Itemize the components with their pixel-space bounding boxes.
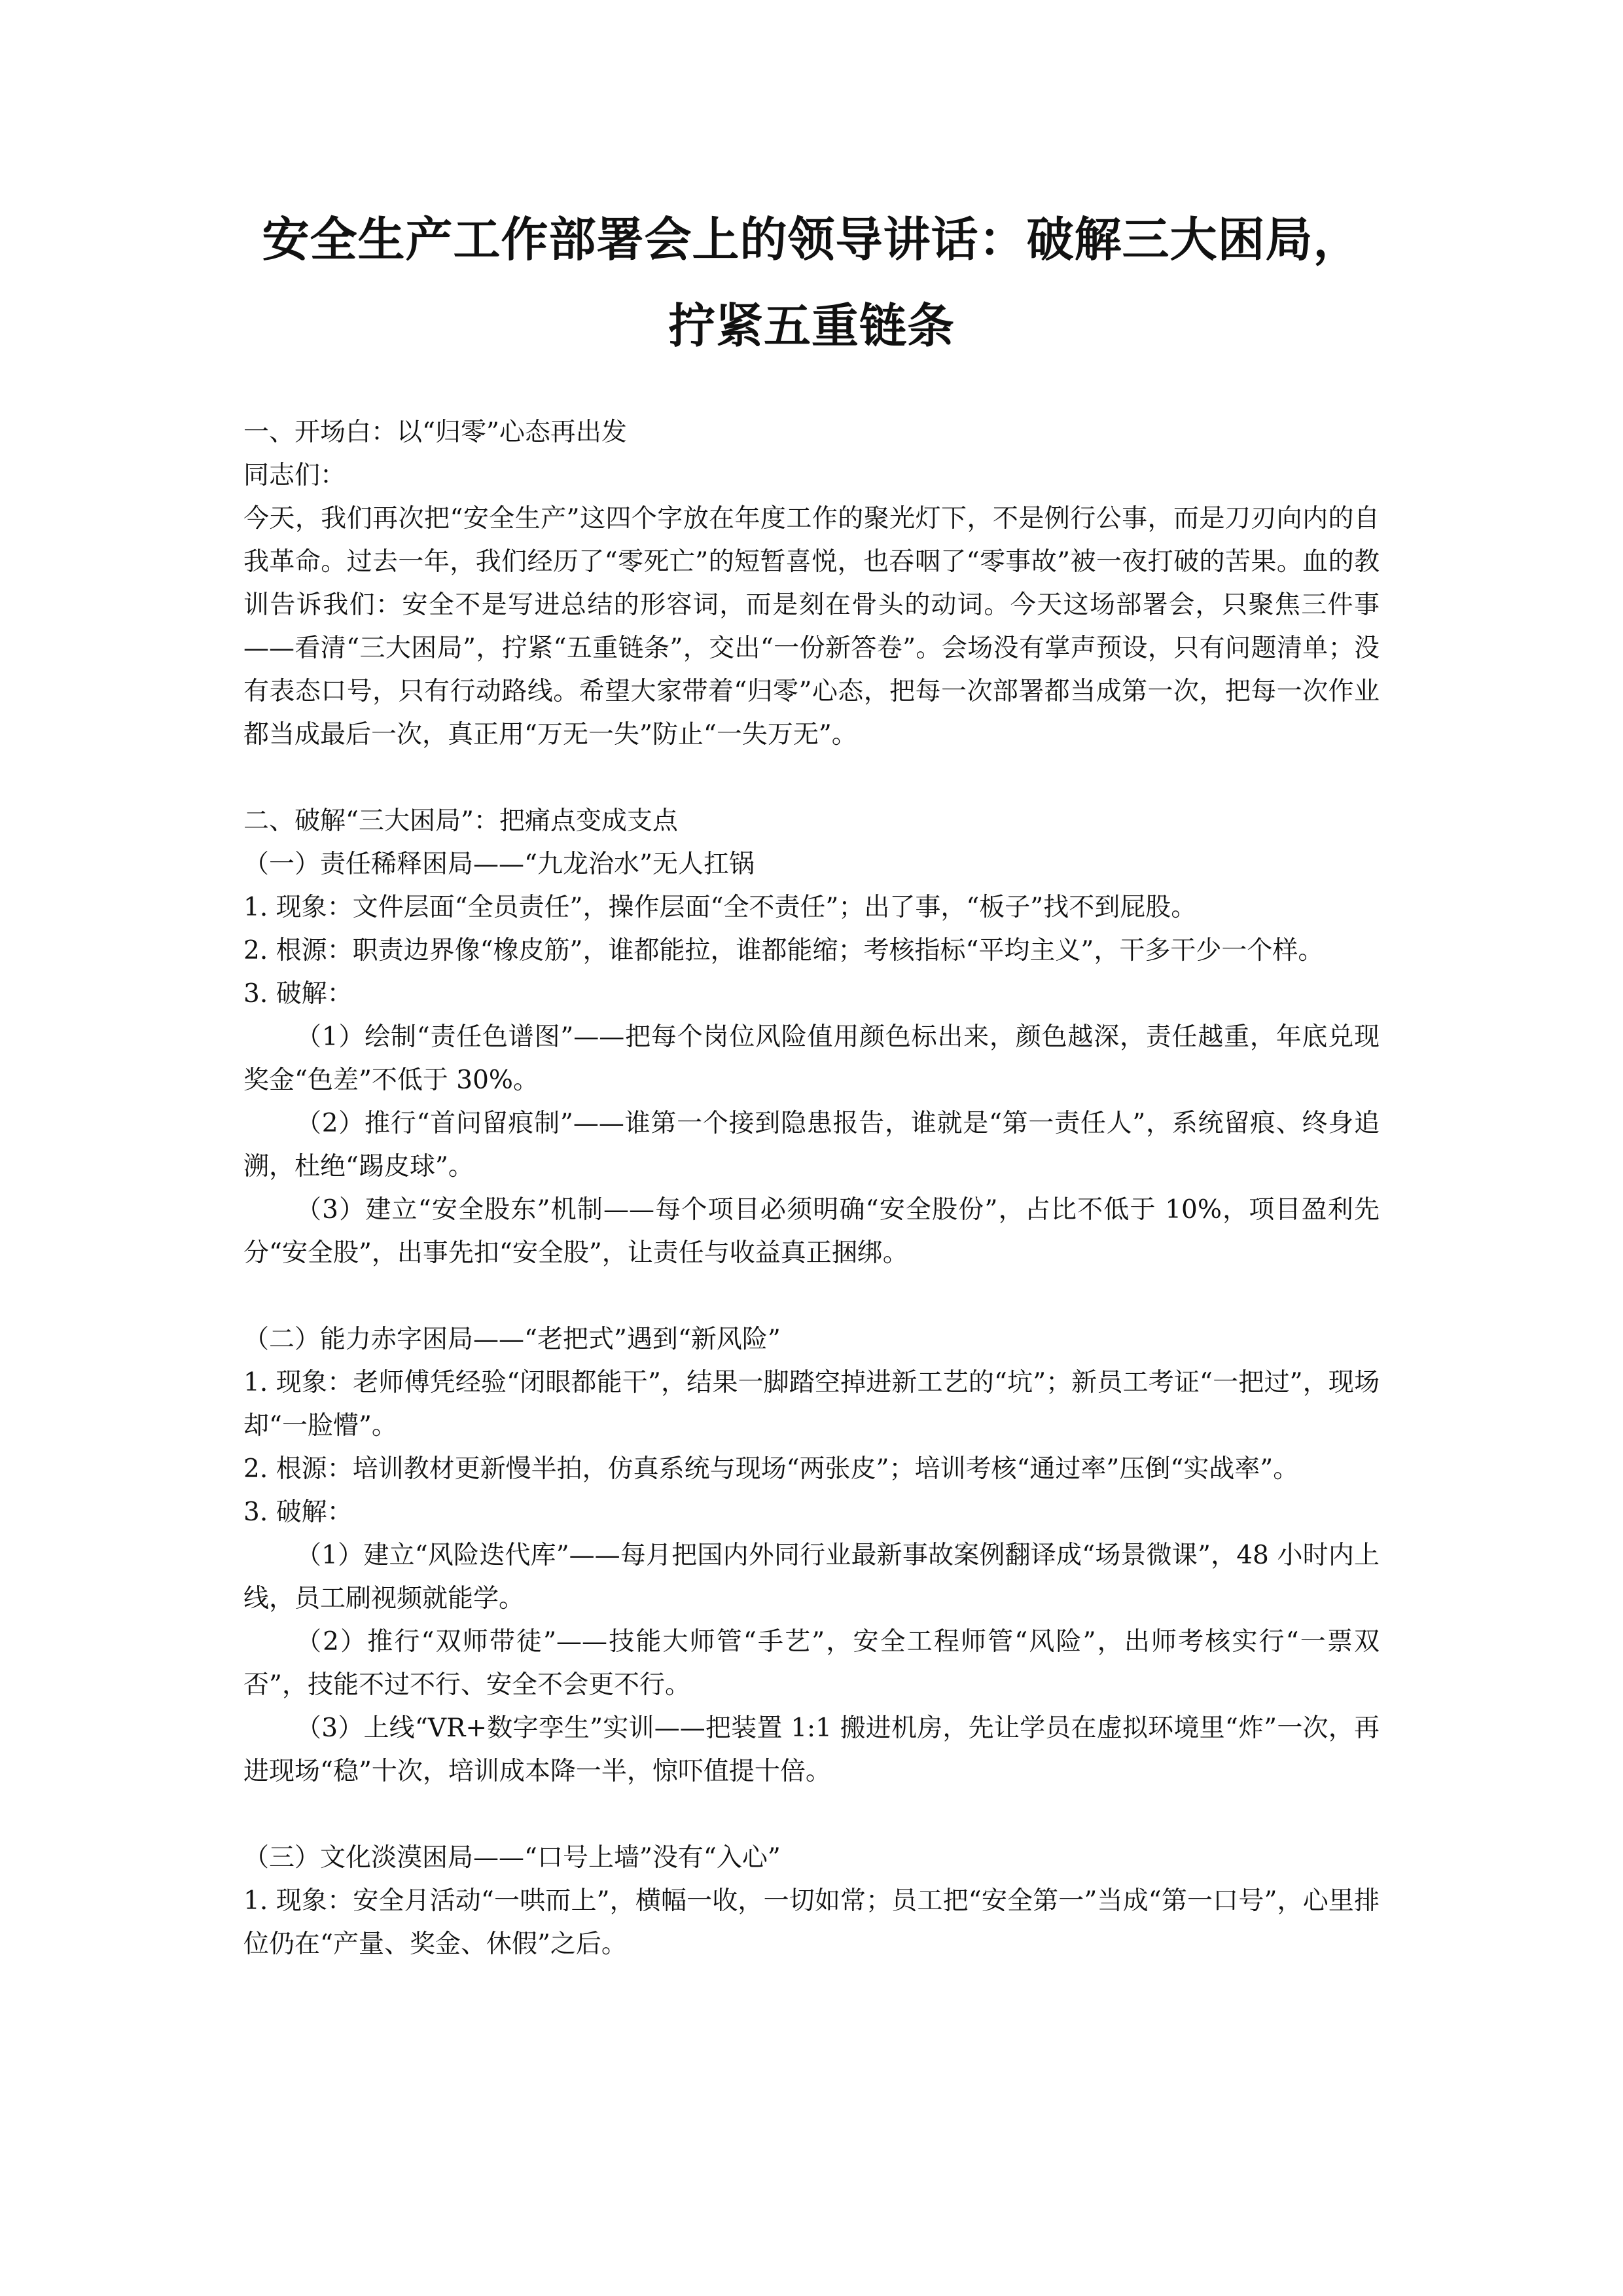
opening-paragraph: 今天，我们再次把“安全生产”这四个字放在年度工作的聚光灯下，不是例行公事，而是刀刃向内的自我革命。过去一年，我们经历了“零死亡”的短暂喜悦，也吞咽了“零事故”被一夜打破的苦果。血的教训告诉我们：安全不是写进总结的形容词，而是刻在骨头的动词。今天这场部署会，只聚焦三件事——看清“三大困局”，拧紧“五重链条”，交出“一份新答卷”。会场没有掌声预设，只有问题清单；没有表态口号，只有行动路线。希望大家带着“归零”心态，把每一次部署都当成第一次，把每一次作业都当成最后一次，真正用“万无一失”防止“一失万无”。: [243, 504, 1380, 749]
subsection-1-item-1: 1. 现象：文件层面“全员责任”，操作层面“全不责任”；出了事，“板子”找不到屁股。: [243, 893, 1197, 922]
spacer: [243, 1793, 1380, 1837]
title-line-1: 安全生产工作部署会上的领导讲话：破解三大困局，: [262, 212, 1361, 267]
subsection-2-sub-b: （2）推行“双师带徒”——技能大师管“手艺”，安全工程师管“风险”，出师考核实行“一票双否”，技能不过不行、安全不会更不行。: [243, 1627, 1380, 1700]
section-1-heading: 一、开场白：以“归零”心态再出发: [243, 418, 627, 447]
subsection-3-heading: （三）文化淡漠困局——“口号上墙”没有“入心”: [243, 1843, 781, 1873]
section-2-heading: 二、破解“三大困局”：把痛点变成支点: [243, 806, 678, 836]
subsection-2-sub-c: （3）上线“VR+数字孪生”实训——把装置 1:1 搬进机房，先让学员在虚拟环境里“炸”一次，再进现场“稳”十次，培训成本降一半，惊吓值提十倍。: [243, 1713, 1380, 1786]
spacer: [243, 757, 1380, 800]
subsection-2-heading: （二）能力赤字困局——“老把式”遇到“新风险”: [243, 1325, 781, 1354]
greeting: 同志们：: [243, 461, 346, 490]
subsection-3-item-1: 1. 现象：安全月活动“一哄而上”，横幅一收，一切如常；员工把“安全第一”当成“第一口号”，心里排位仍在“产量、奖金、休假”之后。: [243, 1886, 1380, 1959]
subsection-1-item-3: 3. 破解：: [243, 979, 353, 1009]
document-body: [243, 411, 1380, 1966]
title-line-2: 拧紧五重链条: [668, 298, 955, 353]
subsection-2-item-3: 3. 破解：: [243, 1498, 353, 1527]
subsection-1-heading: （一）责任稀释困局——“九龙治水”无人扛锅: [243, 850, 755, 879]
spacer: [243, 1275, 1380, 1318]
subsection-1-sub-b: （2）推行“首问留痕制”——谁第一个接到隐患报告，谁就是“第一责任人”，系统留痕、终身追溯，杜绝“踢皮球”。: [243, 1109, 1380, 1181]
subsection-1-sub-c: （3）建立“安全股东”机制——每个项目必须明确“安全股份”，占比不低于 10%，项目盈利先分“安全股”，出事先扣“安全股”，让责任与收益真正捆绑。: [243, 1195, 1380, 1268]
document-title: [196, 196, 1427, 369]
subsection-1-item-2: 2. 根源：职责边界像“橡皮筋”，谁都能拉，谁都能缩；考核指标“平均主义”，干多干少一个样。: [243, 936, 1324, 965]
subsection-2-sub-a: （1）建立“风险迭代库”——每月把国内外同行业最新事故案例翻译成“场景微课”，48 小时内上线，员工刷视频就能学。: [243, 1541, 1380, 1613]
subsection-2-item-1: 1. 现象：老师傅凭经验“闭眼都能干”，结果一脚踏空掉进新工艺的“坑”；新员工考证“一把过”，现场却“一脸懵”。: [243, 1368, 1380, 1441]
subsection-1-sub-a: （1）绘制“责任色谱图”——把每个岗位风险值用颜色标出来，颜色越深，责任越重，年底兑现奖金“色差”不低于 30%。: [243, 1022, 1380, 1095]
subsection-2-item-2: 2. 根源：培训教材更新慢半拍，仿真系统与现场“两张皮”；培训考核“通过率”压倒“实战率”。: [243, 1454, 1299, 1484]
